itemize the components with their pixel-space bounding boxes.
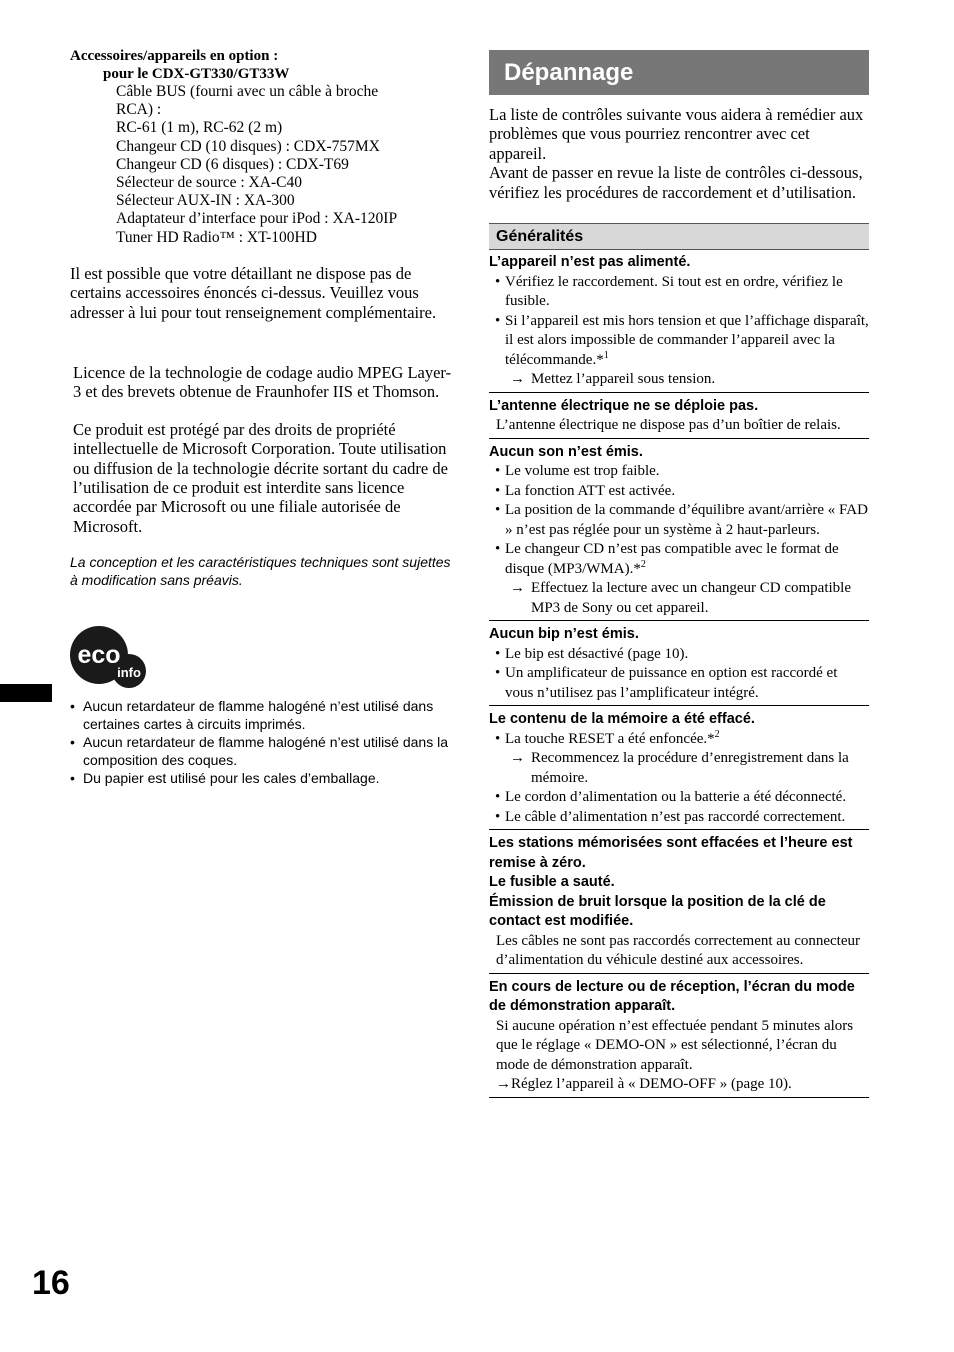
accessories-title: Accessoires/appareils en option :	[70, 48, 279, 64]
page-number: 16	[32, 1264, 70, 1302]
list-item: Changeur CD (10 disques) : CDX-757MX	[116, 137, 380, 155]
entry-title: L’appareil n’est pas alimenté.	[489, 254, 691, 271]
solution-line: → Recommencez la procédure d’enregistrement dans la mémoire.	[510, 750, 849, 786]
intro-paragraph-1: La liste de contrôles suivante vous aidera à remédier aux problèmes que vous pourriez rencontrer avec cet appareil.	[489, 105, 864, 163]
list-item: • Aucun retardateur de flamme halogéné n’est utilisé dans certaines cartes à circuits imprimés.	[70, 697, 455, 733]
list-item: Adaptateur d’interface pour iPod : XA-120IP	[116, 210, 398, 228]
microsoft-notice: Ce produit est protégé par des droits de propriété intellectuelle de Microsoft Corporation. Toute utilisation ou diffusion de la technologie décrite sortant du cadre de l’utilisation de ce produit est interdite sans licence accordée par Microsoft ou une filiale autorisée de Microsoft.	[73, 419, 448, 536]
entry-title: L’antenne électrique ne se déploie pas.	[489, 397, 759, 414]
list-item: Tuner HD Radio™ : XT-100HD	[116, 228, 317, 246]
list-item: • Aucun retardateur de flamme halogéné n’est utilisé dans la composition des coques.	[70, 733, 455, 769]
list-item: • Le câble d’alimentation n’est pas raccordé correctement.	[489, 808, 869, 828]
arrow-icon: →	[510, 580, 525, 597]
troubleshooting-entry	[489, 250, 869, 393]
list-item: • Le volume est trop faible.	[489, 462, 869, 482]
mpeg-license: Licence de la technologie de codage audio MPEG Layer-3 et des brevets obtenue de Fraunhofer IIS et Thomson.	[73, 363, 452, 402]
availability-note: Il est possible que votre détaillant ne dispose pas de certains accessoires énoncés ci-dessus. Veuillez vous adresser à lui pour tout renseignement complémentaire.	[70, 263, 437, 322]
list-item: • La touche RESET a été enfoncée.*$^2$	[489, 730, 869, 750]
list-item: Changeur CD (6 disques) : CDX-T69	[116, 155, 349, 173]
eco-list	[70, 697, 455, 787]
troubleshooting-entry	[489, 439, 869, 622]
list-item: • Le bip est désactivé (page 10).	[489, 645, 869, 665]
troubleshooting-entry	[489, 393, 869, 439]
eco-info-logo	[70, 626, 150, 691]
arrow-icon: →	[496, 1076, 511, 1093]
entry-title: Le contenu de la mémoire a été effacé.	[489, 711, 755, 728]
info-label: info	[117, 665, 141, 681]
list-item: RC-61 (1 m), RC-62 (2 m)	[116, 119, 283, 137]
list-item: • Si l’appareil est mis hors tension et que l’affichage disparaît, il est alors impossible de commander l’appareil avec la télécommande.*$^1$	[489, 312, 869, 371]
entry-bullets	[489, 788, 869, 827]
intro-paragraph-2: Avant de passer en revue la liste de contrôles ci-dessous, vérifiez les procédures de raccordement et d’utilisation.	[489, 163, 863, 202]
troubleshooting-entry	[489, 830, 869, 974]
list-item: • La position de la commande d’équilibre avant/arrière « FAD » n’est pas réglée pour un système à 2 haut-parleurs.	[489, 501, 869, 540]
entry-title: En cours de lecture ou de réception, l’écran du mode de démonstration apparaît.	[489, 978, 855, 1015]
entry-bullets	[489, 273, 869, 371]
entry-text: L’antenne électrique ne dispose pas d’un boîtier de relais.	[496, 417, 841, 434]
solution-line: → Effectuez la lecture avec un changeur CD compatible MP3 de Sony ou cet appareil.	[510, 580, 851, 616]
right-column	[489, 50, 869, 1098]
list-item: • Le changeur CD n’est pas compatible avec le format de disque (MP3/WMA).*$^2$	[489, 540, 869, 579]
accessories-subtitle: pour le CDX-GT330/GT33W	[103, 66, 290, 82]
entry-title: Aucun son n’est émis.	[489, 443, 643, 460]
list-item: • Le cordon d’alimentation ou la batterie a été déconnecté.	[489, 788, 869, 808]
entry-title: Le fusible a sauté.	[489, 874, 615, 891]
design-note: La conception et les caractéristiques techniques sont sujettes à modification sans préavis.	[70, 554, 451, 589]
chapter-tab	[0, 684, 52, 702]
left-column	[70, 47, 455, 787]
section-title: Dépannage	[489, 50, 869, 95]
arrow-icon: →	[510, 371, 525, 388]
arrow-icon: →	[510, 750, 525, 767]
entry-bullets	[489, 645, 869, 704]
solution-line: → Mettez l’appareil sous tension.	[489, 370, 869, 390]
list-item: Sélecteur AUX-IN : XA-300	[116, 192, 295, 210]
list-item: • La fonction ATT est activée.	[489, 482, 869, 502]
list-item: Sélecteur de source : XA-C40	[116, 174, 302, 192]
troubleshooting-entry	[489, 706, 869, 830]
entry-bullets	[489, 730, 869, 750]
entry-text: Si aucune opération n’est effectuée pendant 5 minutes alors que le réglage « DEMO-ON » est sélectionné, l’écran du mode de démonstration apparaît.	[496, 1017, 854, 1073]
solution-line: →Réglez l’appareil à « DEMO-OFF » (page 10).	[496, 1076, 792, 1093]
list-item: Câble BUS (fourni avec un câble à broche	[116, 83, 379, 100]
accessories-list	[70, 83, 455, 247]
eco-label: eco	[77, 641, 121, 670]
list-item: • Vérifiez le raccordement. Si tout est en ordre, vérifiez le fusible.	[489, 273, 869, 312]
entry-text: Les câbles ne sont pas raccordés correctement au connecteur d’alimentation du véhicule destiné aux accessoires.	[496, 932, 860, 969]
entry-bullets	[489, 462, 869, 579]
list-item: • Du papier est utilisé pour les cales d’emballage.	[70, 769, 455, 787]
list-item: RCA) :	[116, 101, 162, 119]
troubleshooting-entry	[489, 974, 869, 1098]
entry-title: Aucun bip n’est émis.	[489, 626, 639, 643]
troubleshooting-entry	[489, 621, 869, 706]
entry-title: Les stations mémorisées sont effacées et l’heure est remise à zéro.	[489, 835, 853, 871]
subsection-title: Généralités	[489, 223, 869, 250]
entry-title: Émission de bruit lorsque la position de la clé de contact est modifiée.	[489, 893, 826, 930]
list-item: • Un amplificateur de puissance en option est raccordé et vous n’utilisez pas l’amplificateur intégré.	[489, 664, 869, 703]
